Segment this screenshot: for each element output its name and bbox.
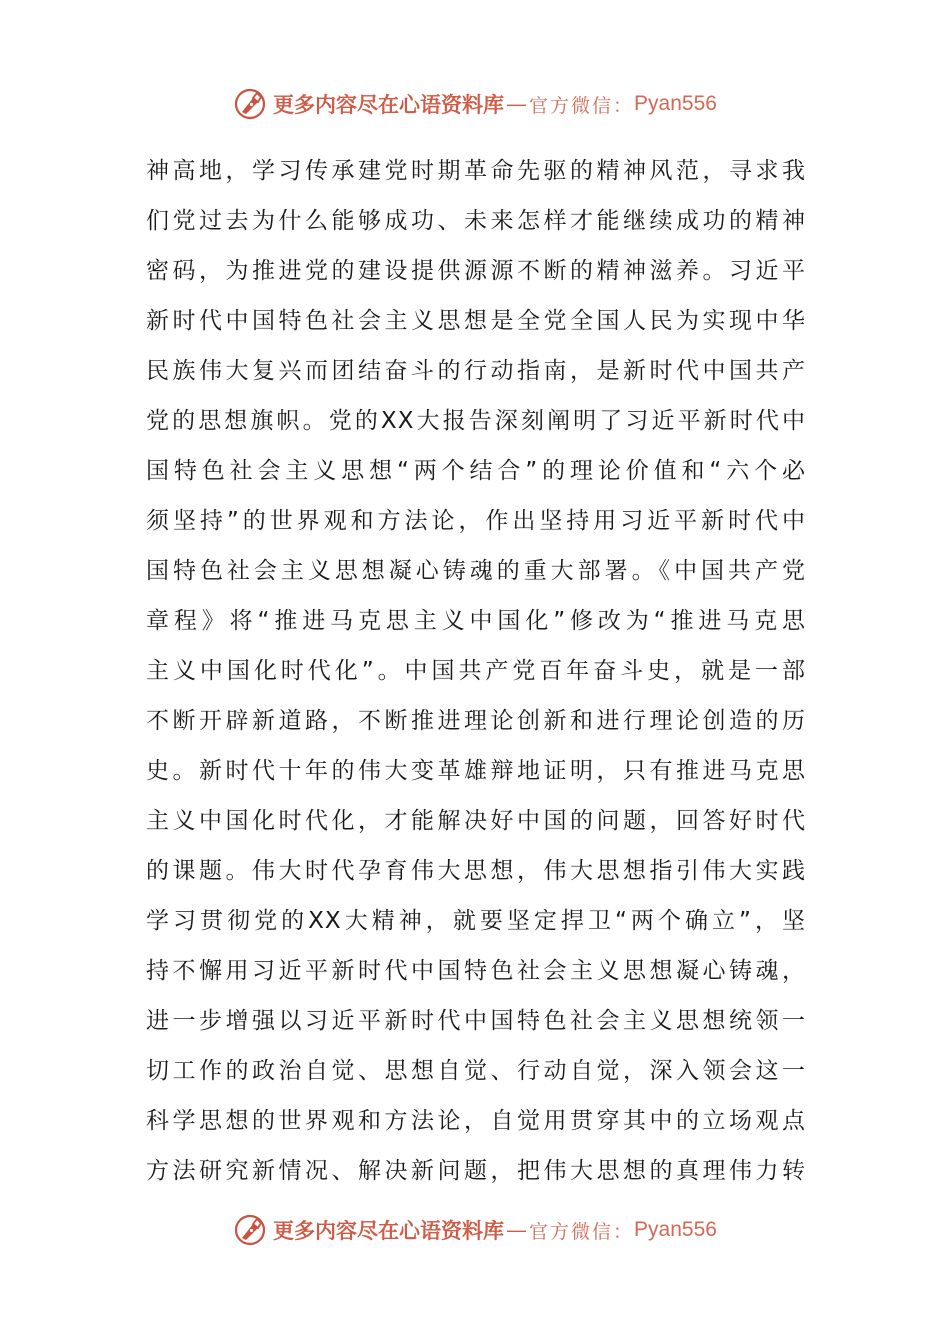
footer-banner	[0, 1210, 950, 1250]
body-line: 科学思想的世界观和方法论，自觉用贯穿其中的立场观点	[146, 1108, 806, 1134]
body-line: 切工作的政治自觉、思想自觉、行动自觉，深入领会这一	[146, 1058, 806, 1084]
footer-wechat-id: Pyan556	[634, 1218, 717, 1241]
header-brand-text: 更多内容尽在心语资料库	[273, 92, 505, 117]
body-line: 须坚持”的世界观和方法论，作出坚持用习近平新时代中	[146, 508, 806, 534]
body-line: 密码，为推进党的建设提供源源不断的精神滋养。习近平	[146, 258, 806, 284]
pen-nib-logo-icon	[233, 87, 267, 121]
body-line: 不断开辟新道路，不断推进理论创新和进行理论创造的历	[146, 708, 806, 734]
body-line: 民族伟大复兴而团结奋斗的行动指南，是新时代中国共产	[146, 358, 806, 384]
body-line: 方法研究新情况、解决新问题，把伟大思想的真理伟力转	[146, 1158, 806, 1184]
footer-dash: —	[506, 1218, 528, 1242]
header-official-label: 官方微信：	[529, 94, 635, 117]
body-line: 史。新时代十年的伟大变革雄辩地证明，只有推进马克思	[146, 758, 806, 784]
pen-nib-logo-icon	[233, 1213, 267, 1247]
body-line: 持不懈用习近平新时代中国特色社会主义思想凝心铸魂，	[146, 958, 806, 984]
header-banner	[0, 84, 950, 124]
header-dash: —	[506, 92, 528, 116]
body-line: 神高地，学习传承建党时期革命先驱的精神风范，寻求我	[146, 158, 806, 184]
body-line: 国特色社会主义思想凝心铸魂的重大部署。《中国共产党	[146, 558, 806, 584]
body-line: 章程》将“推进马克思主义中国化”修改为“推进马克思	[146, 608, 806, 634]
body-line: 国特色社会主义思想“两个结合”的理论价值和“六个必	[146, 458, 806, 484]
body-line: 主义中国化时代化，才能解决好中国的问题，回答好时代	[146, 808, 806, 834]
footer-official-label: 官方微信：	[529, 1220, 635, 1243]
body-line: 的课题。伟大时代孕育伟大思想，伟大思想指引伟大实践	[146, 858, 806, 884]
body-line: 进一步增强以习近平新时代中国特色社会主义思想统领一	[146, 1008, 806, 1034]
body-line: 新时代中国特色社会主义思想是全党全国人民为实现中华	[146, 308, 806, 334]
body-line: 学习贯彻党的XX大精神，就要坚定捍卫“两个确立”，坚	[146, 908, 806, 934]
document-body	[146, 146, 806, 1196]
body-line: 们党过去为什么能够成功、未来怎样才能继续成功的精神	[146, 208, 806, 234]
body-line: 主义中国化时代化”。中国共产党百年奋斗史，就是一部	[146, 658, 806, 684]
footer-brand-text: 更多内容尽在心语资料库	[273, 1218, 505, 1243]
body-line: 党的思想旗帜。党的XX大报告深刻阐明了习近平新时代中	[146, 408, 806, 434]
header-wechat-id: Pyan556	[634, 92, 717, 115]
